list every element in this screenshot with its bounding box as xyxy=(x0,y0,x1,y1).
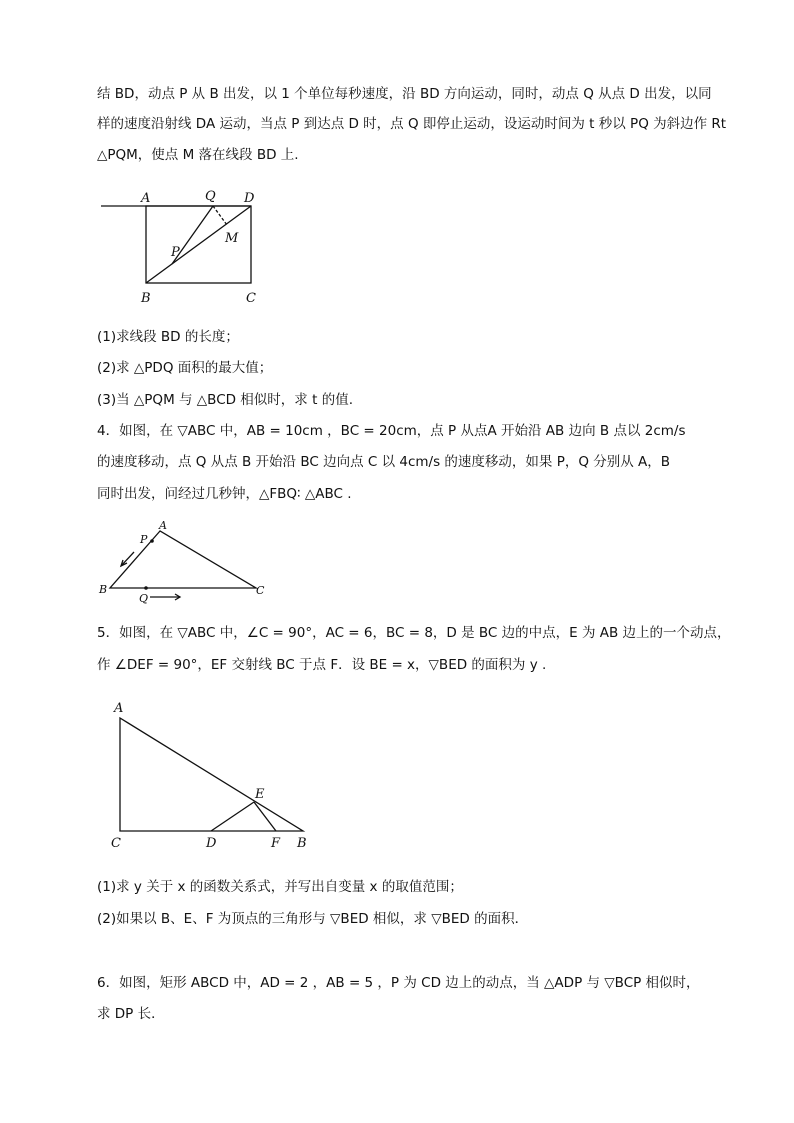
label-b: B xyxy=(141,291,151,306)
q5-line-1: 5．如图，在 ▽ABC 中，∠C = 90°，AC = 6，BC = 8，D 是 BC 边的中点，E 为 AB 边上的一个动点， xyxy=(97,625,731,641)
q4-line-1: 4．如图，在 ▽ABC 中，AB = 10cm ，BC = 20cm，点 P 从点A 开始沿 AB 边向 B 点以 2cm/s xyxy=(97,423,686,439)
triangle-acb xyxy=(120,718,303,831)
q5-sub-1: (1)求 y 关于 x 的函数关系式，并写出自变量 x 的取值范围； xyxy=(97,879,463,895)
label-q: Q xyxy=(205,189,216,204)
label-m: M xyxy=(225,231,239,246)
q5-sub-2: (2)如果以 B、E、F 为顶点的三角形与 ▽BED 相似，求 ▽BED 的面积． xyxy=(97,911,529,927)
segment-ef xyxy=(254,802,276,831)
q6-line-2: 求 DP 长． xyxy=(97,1006,165,1022)
label-c: C xyxy=(246,291,256,306)
label-c: C xyxy=(111,836,121,851)
intro-line-2: 样的速度沿射线 DA 运动，当点 P 到达点 D 时，点 Q 即停止运动，设运动时间为 t 秒以 PQ 为斜边作 Rt xyxy=(97,116,727,132)
q3-sub-3: (3)当 △PQM 与 △BCD 相似时，求 t 的值. xyxy=(97,392,353,408)
intro-line-3: △PQM，使点 M 落在线段 BD 上. xyxy=(97,147,299,163)
label-a: A xyxy=(141,191,151,206)
label-a: A xyxy=(159,519,167,532)
label-p: P xyxy=(171,245,180,260)
label-p: P xyxy=(140,533,148,546)
q4-line-3: 同时出发，问经过几秒钟，△FBQ∶ △ABC . xyxy=(97,486,352,502)
label-e: E xyxy=(255,787,265,802)
label-a: A xyxy=(114,701,124,716)
q3-sub-2: (2)求 △PDQ 面积的最大值； xyxy=(97,360,273,376)
q3-sub-1: (1)求线段 BD 的长度； xyxy=(97,329,239,345)
q5-line-2: 作 ∠DEF = 90°，EF 交射线 BC 于点 F．设 BE = x，▽BED 的面积为 y . xyxy=(97,657,547,673)
label-d: D xyxy=(244,191,255,206)
label-d: D xyxy=(206,836,217,851)
q4-line-2: 的速度移动，点 Q 从点 B 开始沿 BC 边向点 C 以 4cm/s 的速度移动，如果 P，Q 分别从 A，B xyxy=(97,454,671,470)
segment-de xyxy=(211,802,254,831)
q6-line-1: 6．如图，矩形 ABCD 中，AD = 2 ，AB = 5 ，P 为 CD 边上的动点，当 △ADP 与 ▽BCP 相似时， xyxy=(97,975,700,991)
label-f: F xyxy=(271,836,281,851)
label-b: B xyxy=(297,836,307,851)
label-c: C xyxy=(256,584,265,597)
intro-line-1: 结 BD，动点 P 从 B 出发，以 1 个单位每秒速度，沿 BD 方向运动，同时，动点 Q 从点 D 出发，以同 xyxy=(97,86,712,102)
label-q: Q xyxy=(139,592,149,605)
label-b: B xyxy=(99,583,108,596)
